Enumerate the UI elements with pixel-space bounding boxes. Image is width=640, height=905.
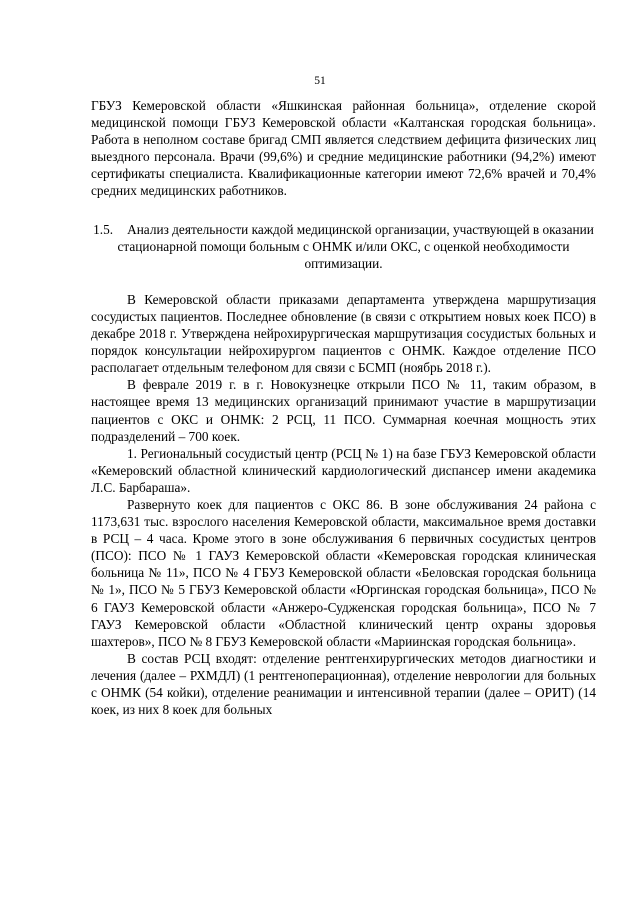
paragraph-pso-11: В феврале 2019 г. в г. Новокузнецке открыли ПСО № 11, таким образом, в настоящее время 13 медицинских организаций принимают участие в маршрутизации пациентов с ОКС и ОНМК: 2 РСЦ, 11 ПСО. Суммарная коечная мощность этих подразделений – 700 коек. [91,377,596,444]
section-title: Анализ деятельности каждой медицинской организации, участвующей в оказании стационарной помощи больным с ОНМК и/или ОКС, с оценкой необходимости оптимизации. [117,221,594,271]
section-heading [91,221,596,272]
section-number: 1.5. [93,221,114,237]
paragraph-routing: В Кемеровской области приказами департамента утверждена маршрутизация сосудистых пациентов. Последнее обновление (в связи с открытием новых коек ПСО) в декабре 2018 г. Утверждена нейрохирургическая маршрутизация сосудистых больных и порядок консультации нейрохирургом пациентов с ОНМК. Каждое отделение ПСО располагает отдельным телефоном для связи с БСМП (ноябрь 2018 г.). [91,291,596,376]
paragraph-rsc-1: 1. Региональный сосудистый центр (РСЦ № 1) на базе ГБУЗ Кемеровской области «Кемеровский областной клинический кардиологический диспансер имени академика Л.С. Барбараша». [91,445,596,495]
paragraph-staffing: ГБУЗ Кемеровской области «Яшкинская районная больница», отделение скорой медицинской помощи ГБУЗ Кемеровской области «Калтанская городская больница». Работа в неполном составе бригад СМП является следствием дефицита физических лиц выездного персонала. Врачи (99,6%) и средние медицинские работники (94,2%) имеют сертификаты специалиста. Квалификационные категории имеют 72,6% врачей и 70,4% средних медицинских работников. [91,98,596,199]
paragraph-rsc-structure: В состав РСЦ входят: отделение рентгенхирургических методов диагностики и лечения (далее – РХМДЛ) (1 рентгеноперационная), отделение неврологии для больных с ОНМК (54 койки), отделение реанимации и интенсивной терапии (далее – ОРИТ) (14 коек, из них 8 коек для больных [91,650,596,718]
document-body [91,97,596,718]
page-number: 51 [314,75,326,87]
paragraph-rsc-beds: Развернуто коек для пациентов с ОКС 86. В зоне обслуживания 24 района с 1173,631 тыс. взрослого населения Кемеровской области, максимальное время доставки в РСЦ – 4 часа. Кроме этого в зоне обслуживания 6 первичных сосудистых центров (ПСО): ПСО № 1 ГАУЗ Кемеровской области «Кемеровская городская клиническая больница № 11», ПСО № 4 ГБУЗ Кемеровской области «Беловская городская больница № 1», ПСО № 5 ГБУЗ Кемеровской области «Юргинская городская больница», ПСО № 6 ГАУЗ Кемеровской области «Анжеро-Судженская городская больница», ПСО № 7 ГАУЗ Кемеровской области «Областной клинический центр охраны здоровья шахтеров», ПСО № 8 ГБУЗ Кемеровской области «Мариинская городская больница». [91,496,596,649]
